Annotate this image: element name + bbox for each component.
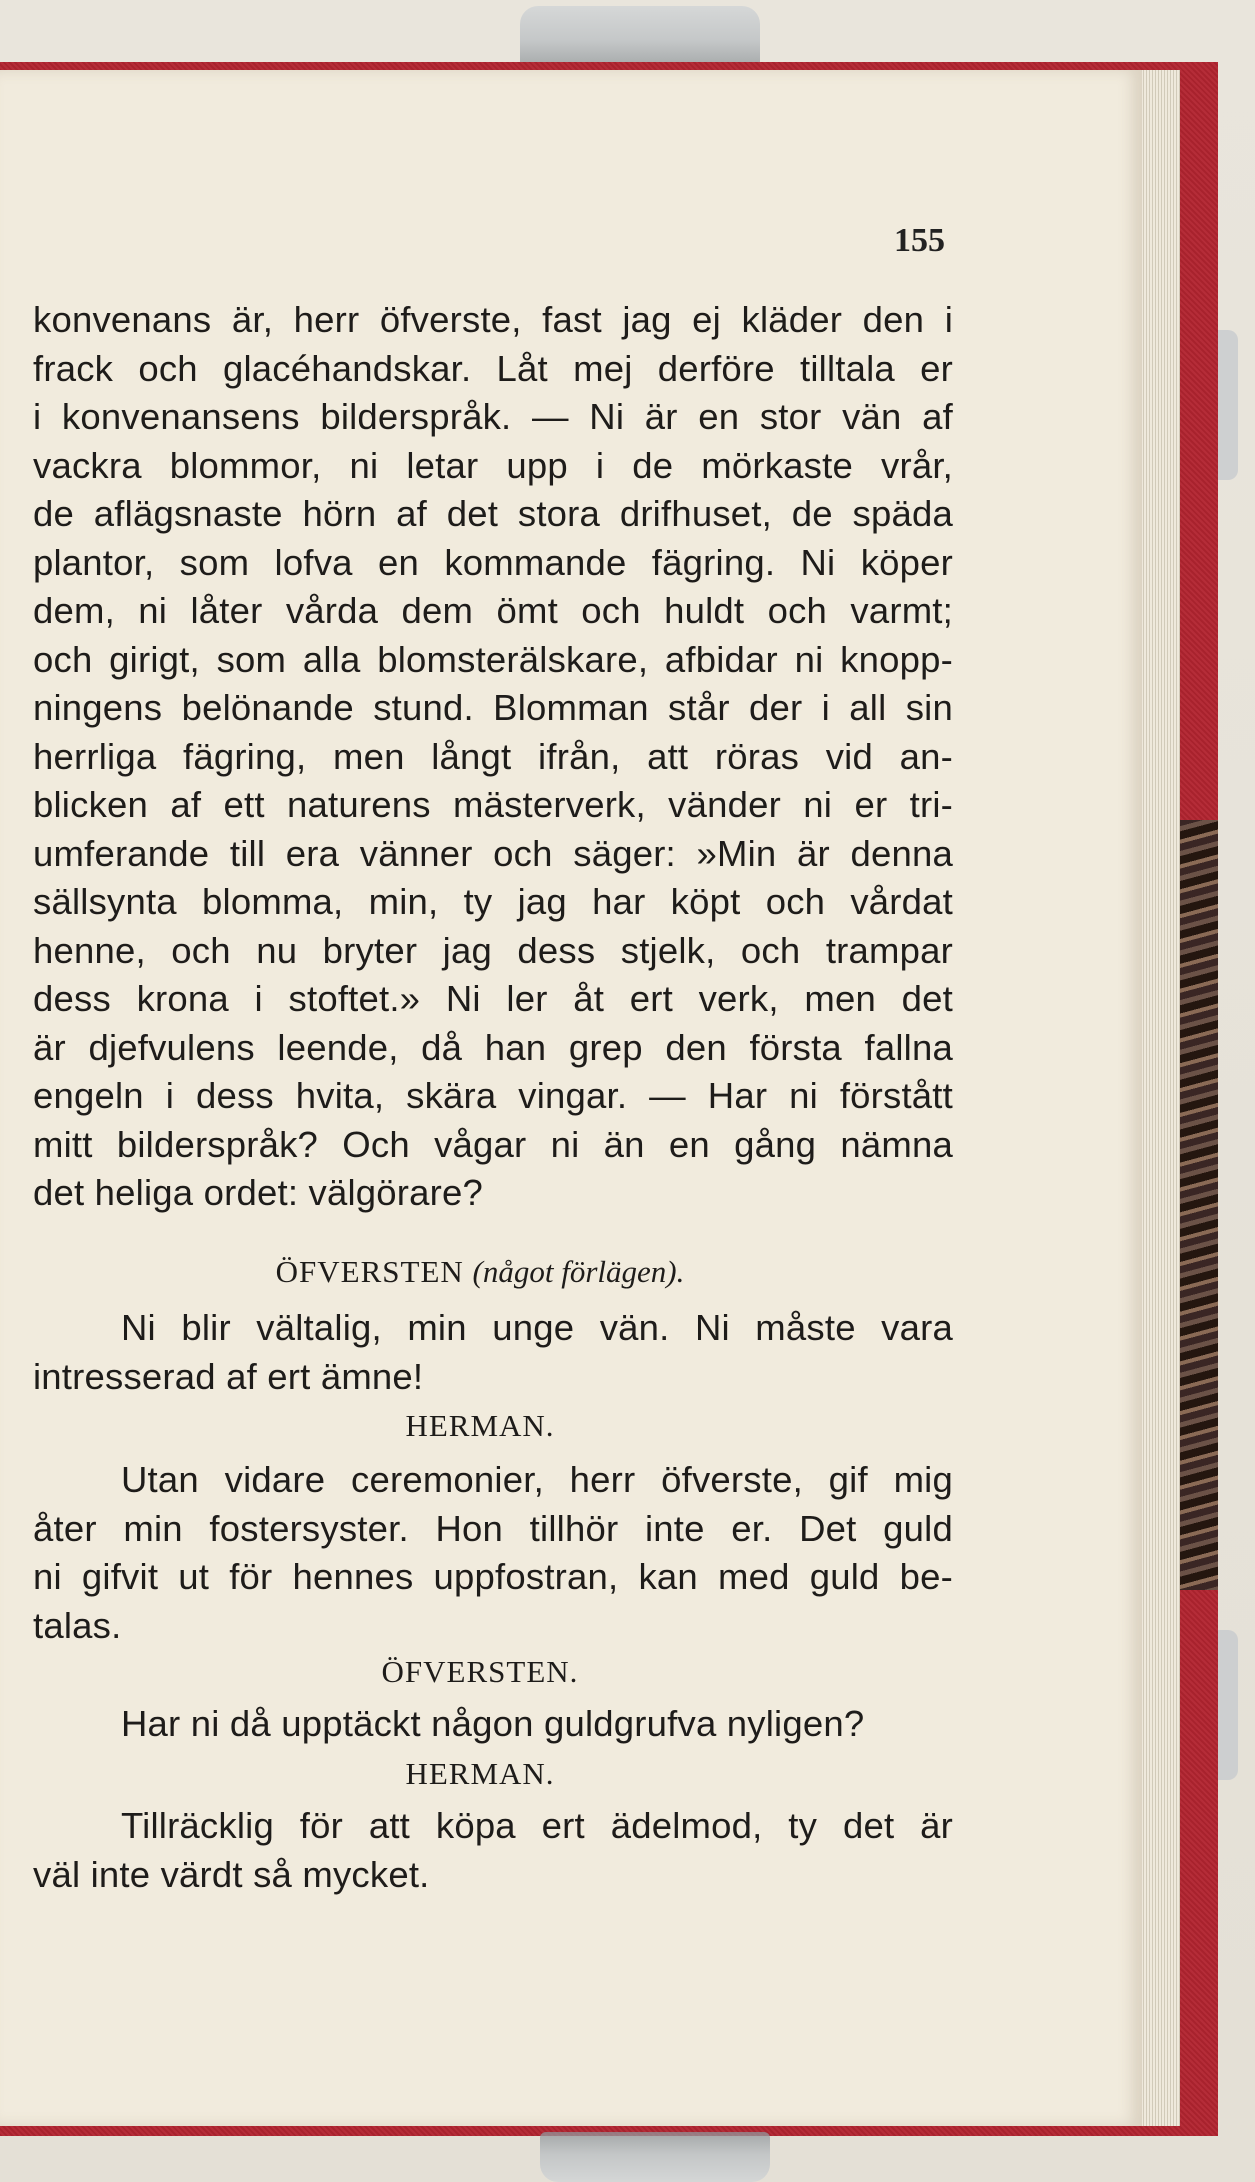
stage-direction: (något förlägen). bbox=[472, 1254, 685, 1289]
text-line: vackra blommor, ni letar upp i de mörkaste vrår, bbox=[33, 444, 953, 486]
text-line: konvenans är, herr öfverste, fast jag ej kläder den i bbox=[33, 299, 953, 340]
marbled-edge bbox=[1176, 820, 1218, 1590]
text-line: är djefvulens leende, då han grep den första fallna bbox=[33, 1026, 953, 1068]
page-holder-clip-top bbox=[520, 6, 760, 68]
page-holder-clip-bottom bbox=[540, 2132, 770, 2182]
text-line: ningens belönande stund. Blomman står der i all sin bbox=[33, 687, 953, 728]
text-line: engeln i dess hvita, skära vingar. — Har ni förstått bbox=[33, 1075, 953, 1116]
text-line: henne, och nu bryter jag dess stjelk, och trampar bbox=[33, 929, 953, 971]
text-line: i konvenansens bilderspråk. — Ni är en stor vän af bbox=[33, 396, 953, 437]
text-line: Utan vidare ceremonier, herr öfverste, gif mig bbox=[121, 1459, 953, 1500]
text-line: de aflägsnaste hörn af det stora drifhuset, de späda bbox=[33, 493, 953, 534]
text-line: herrliga fägring, men långt ifrån, att röras vid an- bbox=[33, 735, 953, 777]
text-line: och girigt, som alla blomsterälskare, afbidar ni knopp- bbox=[33, 638, 953, 680]
text-line: Har ni då upptäckt någon guldgrufva nyligen? bbox=[121, 1703, 865, 1744]
speaker-heading-herman-2: HERMAN. bbox=[405, 1756, 555, 1791]
text-line: Tillräcklig för att köpa ert ädelmod, ty det är bbox=[121, 1805, 953, 1846]
text-line: intresserad af ert ämne! bbox=[33, 1355, 424, 1397]
text-line: umferande till era vänner och säger: »Min är denna bbox=[33, 832, 953, 874]
page-text bbox=[33, 296, 953, 1218]
text-line: mitt bilderspråk? Och vågar ni än en gång nämna bbox=[33, 1123, 953, 1165]
paragraph-1 bbox=[33, 296, 953, 1218]
text-line: Ni blir vältalig, min unge vän. Ni måste vara bbox=[121, 1307, 953, 1348]
text-line: åter min fostersyster. Hon tillhör inte er. Det guld bbox=[33, 1507, 953, 1549]
speaker-heading-ofversten bbox=[0, 1254, 960, 1290]
page-holder-clip-right-upper bbox=[1218, 330, 1238, 480]
text-line: frack och glacéhandskar. Låt mej derföre tilltala er bbox=[33, 347, 953, 389]
page-edges bbox=[1138, 70, 1180, 2126]
speaker-heading-herman: HERMAN. bbox=[405, 1408, 555, 1443]
speaker-heading-ofversten-2: ÖFVERSTEN. bbox=[381, 1654, 579, 1689]
text-line: dem, ni låter vårda dem ömt och huldt och varmt; bbox=[33, 590, 953, 631]
page-number: 155 bbox=[894, 222, 945, 259]
paragraph-5 bbox=[33, 1802, 953, 1899]
page-holder-clip-right-lower bbox=[1218, 1630, 1238, 1780]
text-line: plantor, som lofva en kommande fägring. Ni köper bbox=[33, 541, 953, 583]
text-line: sällsynta blomma, min, ty jag har köpt och vårdat bbox=[33, 881, 953, 922]
text-line: ni gifvit ut för hennes uppfostran, kan med guld be- bbox=[33, 1556, 953, 1597]
paragraph-3 bbox=[33, 1456, 953, 1650]
text-line: dess krona i stoftet.» Ni ler åt ert verk, men det bbox=[33, 978, 953, 1019]
text-line: blicken af ett naturens mästerverk, vänder ni er tri- bbox=[33, 784, 953, 825]
paragraph-4 bbox=[33, 1700, 953, 1749]
speaker-name: ÖFVERSTEN bbox=[275, 1254, 464, 1289]
text-line: talas. bbox=[33, 1604, 122, 1646]
text-line: väl inte värdt så mycket. bbox=[33, 1853, 430, 1895]
text-line: det heliga ordet: välgörare? bbox=[33, 1172, 483, 1213]
paragraph-2 bbox=[33, 1304, 953, 1401]
